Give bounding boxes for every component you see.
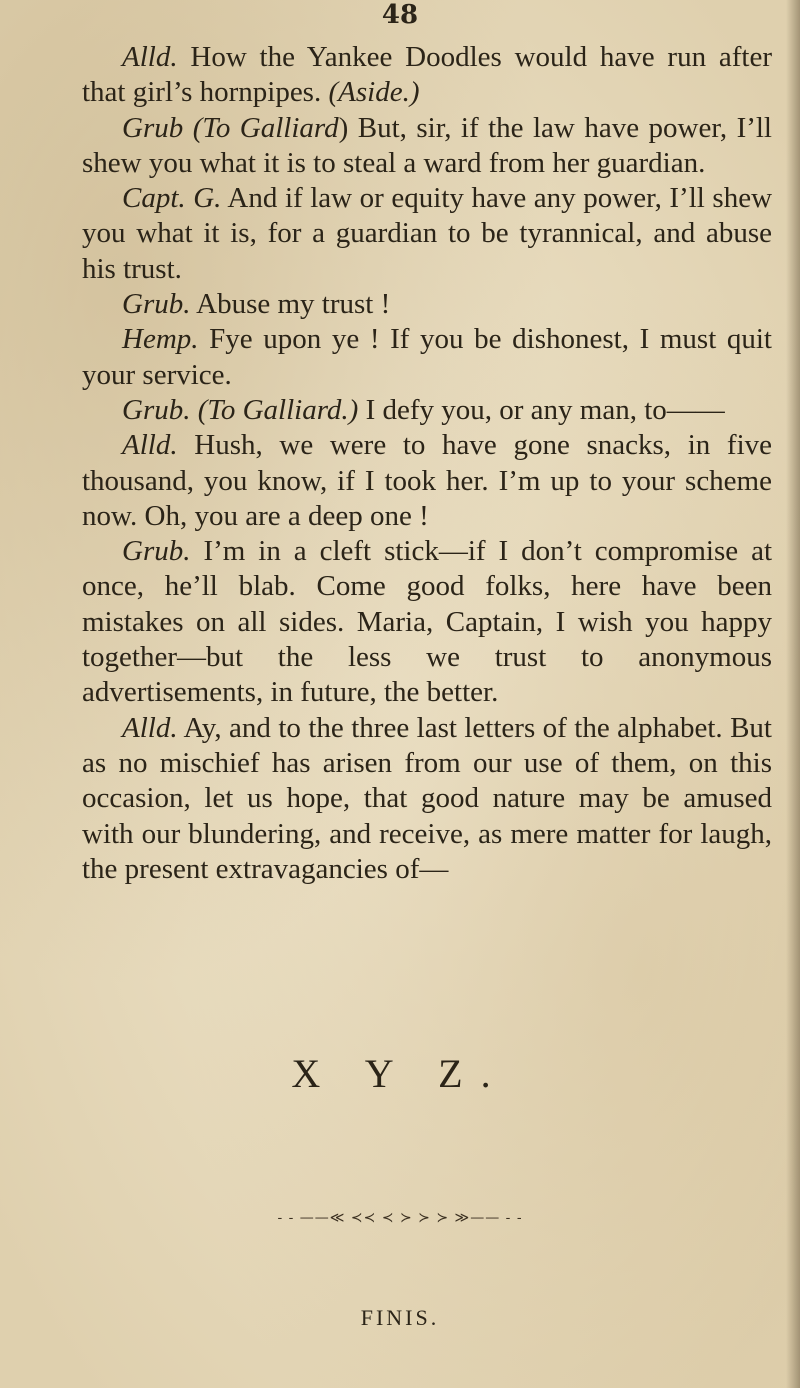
speaker-name: Capt. G. [122, 182, 222, 215]
page-edge-shadow [786, 0, 800, 1388]
signature-xyz: X Y Z. [291, 1051, 509, 1096]
dialogue-text: I’m in a cleft stick—if I don’t compromise at once, he’ll blab. Come good folks, here have been mistakes on all sides. Maria, Captain, I wish you happy together—but the less we trust to anonymous advertisements, in future, the better. [82, 535, 772, 709]
dialogue-paragraph [82, 711, 772, 887]
dialogue-text [190, 394, 197, 426]
speaker-name: Grub. [122, 535, 191, 568]
speaker-name: Grub. [122, 393, 191, 426]
speaker-name: Grub [122, 111, 184, 144]
speaker-name: Alld. [122, 429, 178, 462]
dialogue-text: Fye upon ye ! If you be dishonest, I must quit your service. [82, 323, 772, 391]
play-text [82, 40, 772, 887]
ornamental-rule: - - ——≪ ≺≺ ≺ ≻ ≻ ≻ ≫—— - - [277, 1210, 523, 1226]
dialogue-text: Hush, we were to have gone snacks, in five thousand, you know, if I took her. I’m up to your scheme now. Oh, you are a deep one ! [82, 429, 772, 532]
stage-direction: (Aside.) [328, 76, 420, 109]
dialogue-paragraph [82, 40, 772, 111]
dialogue-text: Abuse my trust ! [190, 288, 391, 321]
page-number: 48 [381, 0, 419, 30]
dialogue-paragraph [82, 393, 772, 428]
speaker-name: Alld. [122, 41, 178, 73]
speaker-name: Hemp. [122, 323, 199, 356]
dialogue-text: Ay, and to the three last letters of the alphabet. But as no mischief has arisen from our use of them, on this occasion, let us hope, that good nature may be amused with our blundering, and receive, as mere matter for laugh, the present extravagancies of— [82, 711, 772, 885]
speaker-name: Alld. [122, 711, 178, 744]
stage-direction: (To Galliard.) [197, 393, 359, 426]
dialogue-paragraph [82, 534, 772, 710]
dialogue-text [183, 112, 192, 144]
dialogue-paragraph [82, 428, 772, 534]
dialogue-paragraph [82, 111, 772, 182]
speaker-name: Grub. [122, 288, 191, 321]
dialogue-text: And if law or equity have any power, I’ll shew you what it is, for a guardian to be tyrannical, and abuse his trust. [82, 182, 773, 285]
dialogue-text: I defy you, or any man, to—— [358, 393, 725, 426]
dialogue-paragraph [82, 287, 772, 322]
dialogue-text: How the Yankee Doodles would have run after that girl’s hornpipes. [82, 41, 772, 109]
finis-label: FINIS. [360, 1305, 440, 1330]
dialogue-text: ) But, sir, if the law have power, I’ll shew you what it is to steal a ward from her guardian. [82, 111, 772, 179]
dialogue-paragraph [82, 322, 772, 393]
stage-direction: (To Galliard [192, 111, 339, 144]
dialogue-paragraph [82, 181, 772, 287]
